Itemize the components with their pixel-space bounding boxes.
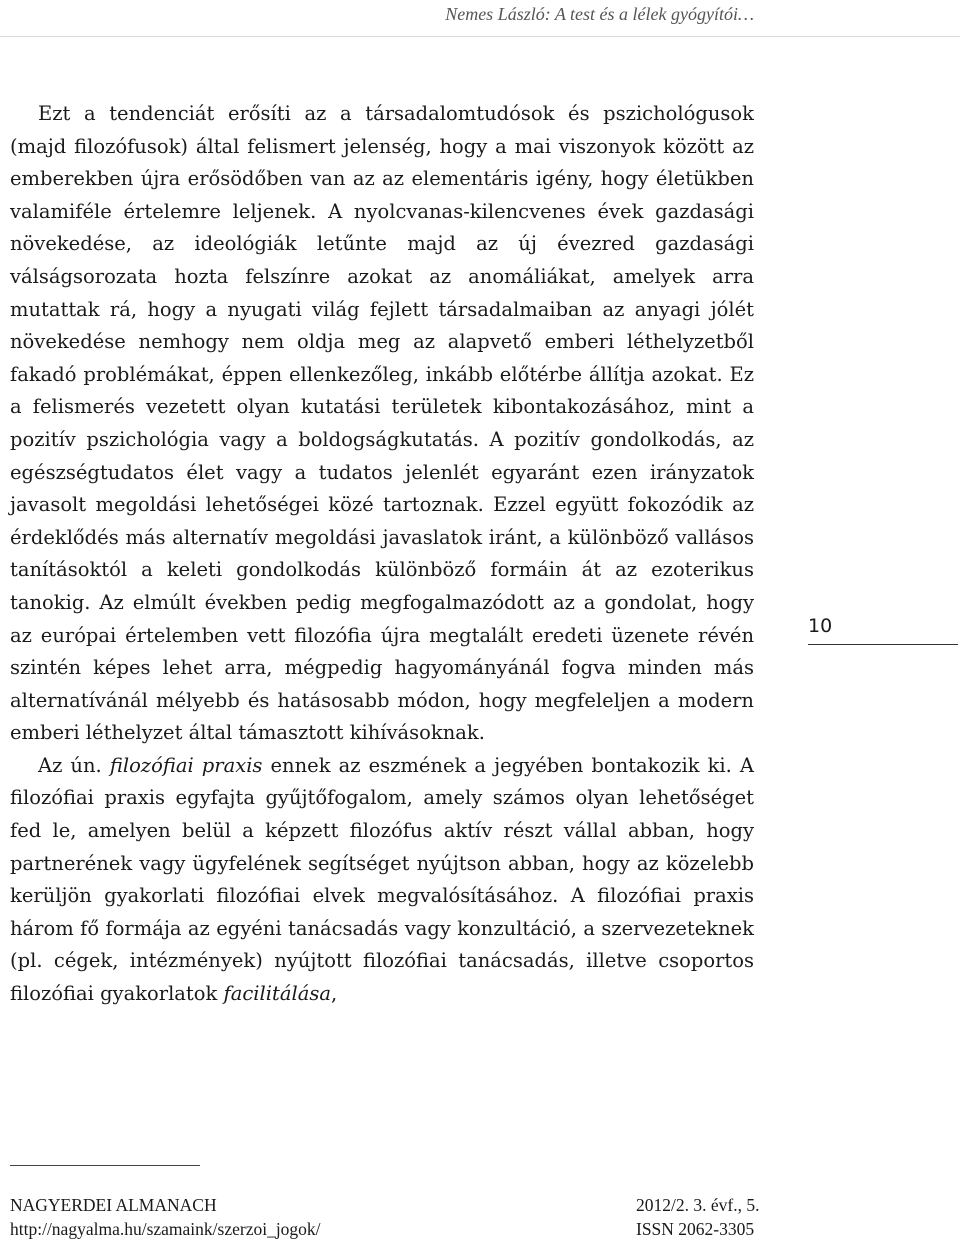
term-filozofiai-praxis: filozófiai praxis xyxy=(109,753,263,777)
paragraph-2 xyxy=(10,750,754,1011)
footer-divider xyxy=(10,1165,200,1166)
page-number: 10 xyxy=(808,612,958,645)
paragraph-2-middle: ennek az eszmének a jegyében bontakozik ki. A filozófiai praxis egyfajta gyűjtőfogalom, amely számos olyan lehetőséget fed le, amelyen belül a képzett filozófus aktív részt vállal abban, hogy partnerének vagy ügyfelének segítséget nyújtson abban, hogy az közelebb kerüljön gyakorlati filozófiai elvek megvalósításához. A filozófiai praxis három fő formája az egyéni tanácsadás vagy konzultáció, a szervezeteknek (pl. cégek, intézmények) nyújtott filozófiai tanácsadás, illetve csoportos filozófiai gyakorlatok xyxy=(10,753,754,1006)
footer-journal-name: NAGYERDEI ALMANACH xyxy=(10,1195,217,1215)
paragraph-2-start: Az ún. xyxy=(38,753,110,777)
footer-url-link[interactable]: http://nagyalma.hu/szamaink/szerzoi_jogok/ xyxy=(10,1219,321,1239)
footer-issn: ISSN 2062-3305 xyxy=(636,1219,755,1239)
article-body xyxy=(10,98,754,1011)
header-divider xyxy=(0,36,960,37)
running-header: Nemes László: A test és a lélek gyógyítói… xyxy=(445,4,754,24)
footer-issue: 2012/2. 3. évf., 5. xyxy=(636,1195,760,1215)
footer-left xyxy=(10,1193,321,1241)
paragraph-1: Ezt a tendenciát erősíti az a társadalomtudósok és pszichológusok (majd filozófusok) által felismert jelenség, hogy a mai viszonyok között az emberekben újra erősödőben van az az elementáris igény, hogy életükben valamiféle értelemre leljenek. A nyolcvanas-kilencvenes évek gazdasági növekedése, az ideológiák letűnte majd az új évezred gazdasági válságsorozata hozta felszínre azokat az anomáliákat, amelyek arra mutattak rá, hogy a nyugati világ fejlett társadalmaiban az anyagi jólét növekedése nemhogy nem oldja meg az alapvető emberi léthelyzetből fakadó problémákat, éppen ellenkezőleg, inkább előtérbe állítja azokat. Ez a felismerés vezetett olyan kutatási területek kibontakozásához, mint a pozitív pszichológia vagy a boldogságkutatás. A pozitív gondolkodás, az egészségtudatos élet vagy a tudatos jelenlét egyaránt ezen irányzatok javasolt megoldási lehetőségei közé tartoznak. Ezzel együtt fokozódik az érdeklődés más alternatív megoldási javaslatok iránt, a különböző vallásos tanításoktól a keleti gondolkodás különböző formáin át az ezoterikus tanokig. Az elmúlt években pedig megfogalmazódott az a gondolat, hogy az európai értelemben vett filozófia újra megtalált eredeti üzenete révén szintén képes lehet arra, mégpedig hagyományánál fogva minden más alternatívánál mélyebb és hatásosabb módon, hogy megfeleljen a modern emberi léthelyzet által támasztott kihívásoknak. xyxy=(10,102,754,745)
paragraph-2-end: , xyxy=(330,982,338,1006)
footer-right xyxy=(636,1193,760,1241)
term-facilitalasa: facilitálása xyxy=(223,982,331,1006)
